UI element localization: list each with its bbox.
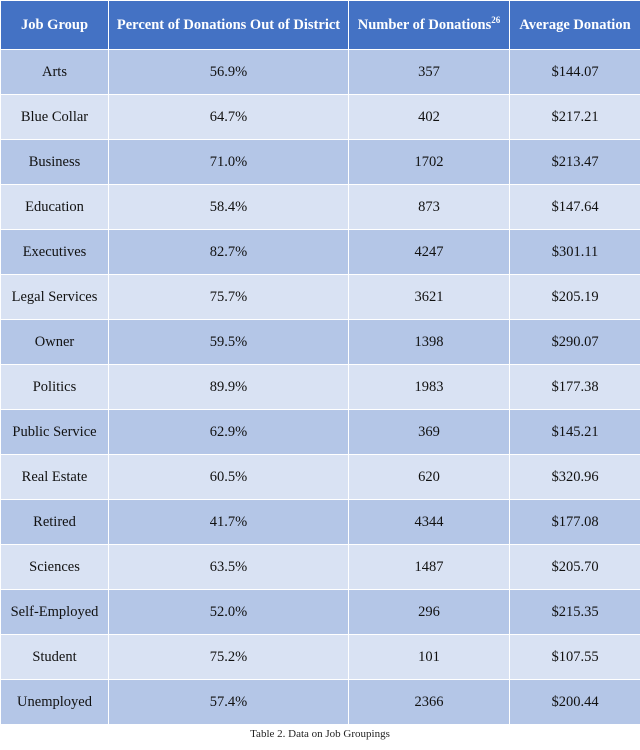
cell-percent-out-of-district: 57.4%	[109, 680, 349, 725]
cell-percent-out-of-district: 75.7%	[109, 275, 349, 320]
cell-average-donation: $200.44	[510, 680, 640, 725]
cell-number-of-donations: 873	[349, 185, 510, 230]
cell-job-group: Politics	[1, 365, 109, 410]
cell-number-of-donations: 1983	[349, 365, 510, 410]
cell-job-group: Student	[1, 635, 109, 680]
cell-job-group: Self-Employed	[1, 590, 109, 635]
header-number-of-donations	[349, 1, 510, 50]
header-job-group: Job Group	[1, 1, 109, 50]
cell-job-group: Business	[1, 140, 109, 185]
cell-average-donation: $301.11	[510, 230, 640, 275]
cell-number-of-donations: 101	[349, 635, 510, 680]
table-row	[1, 275, 640, 320]
cell-average-donation: $213.47	[510, 140, 640, 185]
header-number-label: Number of Donations	[357, 16, 492, 33]
cell-average-donation: $205.70	[510, 545, 640, 590]
table-body	[1, 50, 640, 725]
cell-average-donation: $145.21	[510, 410, 640, 455]
header-row	[1, 1, 640, 50]
cell-job-group: Blue Collar	[1, 95, 109, 140]
cell-number-of-donations: 1702	[349, 140, 510, 185]
cell-number-of-donations: 402	[349, 95, 510, 140]
table-row	[1, 500, 640, 545]
cell-number-of-donations: 2366	[349, 680, 510, 725]
cell-percent-out-of-district: 60.5%	[109, 455, 349, 500]
table-row	[1, 590, 640, 635]
cell-job-group: Sciences	[1, 545, 109, 590]
table-row	[1, 455, 640, 500]
cell-average-donation: $217.21	[510, 95, 640, 140]
table-row	[1, 545, 640, 590]
cell-average-donation: $147.64	[510, 185, 640, 230]
cell-job-group: Real Estate	[1, 455, 109, 500]
cell-number-of-donations: 620	[349, 455, 510, 500]
header-average-donation: Average Donation	[510, 1, 640, 50]
cell-job-group: Education	[1, 185, 109, 230]
cell-average-donation: $290.07	[510, 320, 640, 365]
table-row	[1, 410, 640, 455]
table-row	[1, 230, 640, 275]
cell-job-group: Owner	[1, 320, 109, 365]
table-row	[1, 365, 640, 410]
header-percent-out-of-district: Percent of Donations Out of District	[109, 1, 349, 50]
cell-average-donation: $215.35	[510, 590, 640, 635]
cell-average-donation: $144.07	[510, 50, 640, 95]
cell-percent-out-of-district: 63.5%	[109, 545, 349, 590]
cell-percent-out-of-district: 82.7%	[109, 230, 349, 275]
cell-number-of-donations: 357	[349, 50, 510, 95]
table-header	[1, 1, 640, 50]
cell-number-of-donations: 369	[349, 410, 510, 455]
cell-number-of-donations: 1487	[349, 545, 510, 590]
table-row	[1, 635, 640, 680]
cell-job-group: Legal Services	[1, 275, 109, 320]
table-row	[1, 140, 640, 185]
cell-number-of-donations: 1398	[349, 320, 510, 365]
cell-job-group: Public Service	[1, 410, 109, 455]
cell-number-of-donations: 4344	[349, 500, 510, 545]
cell-percent-out-of-district: 56.9%	[109, 50, 349, 95]
table-row	[1, 680, 640, 725]
table-row	[1, 185, 640, 230]
cell-percent-out-of-district: 89.9%	[109, 365, 349, 410]
cell-job-group: Arts	[1, 50, 109, 95]
table-row	[1, 50, 640, 95]
table-row	[1, 320, 640, 365]
cell-job-group: Unemployed	[1, 680, 109, 725]
table-row	[1, 95, 640, 140]
cell-percent-out-of-district: 64.7%	[109, 95, 349, 140]
cell-average-donation: $205.19	[510, 275, 640, 320]
cell-percent-out-of-district: 59.5%	[109, 320, 349, 365]
cell-percent-out-of-district: 62.9%	[109, 410, 349, 455]
cell-job-group: Executives	[1, 230, 109, 275]
cell-number-of-donations: 296	[349, 590, 510, 635]
table-caption: Table 2. Data on Job Groupings	[250, 728, 390, 740]
cell-percent-out-of-district: 41.7%	[109, 500, 349, 545]
footnote-reference: 26	[491, 14, 501, 25]
cell-percent-out-of-district: 75.2%	[109, 635, 349, 680]
cell-percent-out-of-district: 58.4%	[109, 185, 349, 230]
cell-percent-out-of-district: 52.0%	[109, 590, 349, 635]
cell-average-donation: $107.55	[510, 635, 640, 680]
cell-average-donation: $320.96	[510, 455, 640, 500]
cell-percent-out-of-district: 71.0%	[109, 140, 349, 185]
cell-number-of-donations: 4247	[349, 230, 510, 275]
cell-average-donation: $177.08	[510, 500, 640, 545]
cell-number-of-donations: 3621	[349, 275, 510, 320]
cell-job-group: Retired	[1, 500, 109, 545]
cell-average-donation: $177.38	[510, 365, 640, 410]
